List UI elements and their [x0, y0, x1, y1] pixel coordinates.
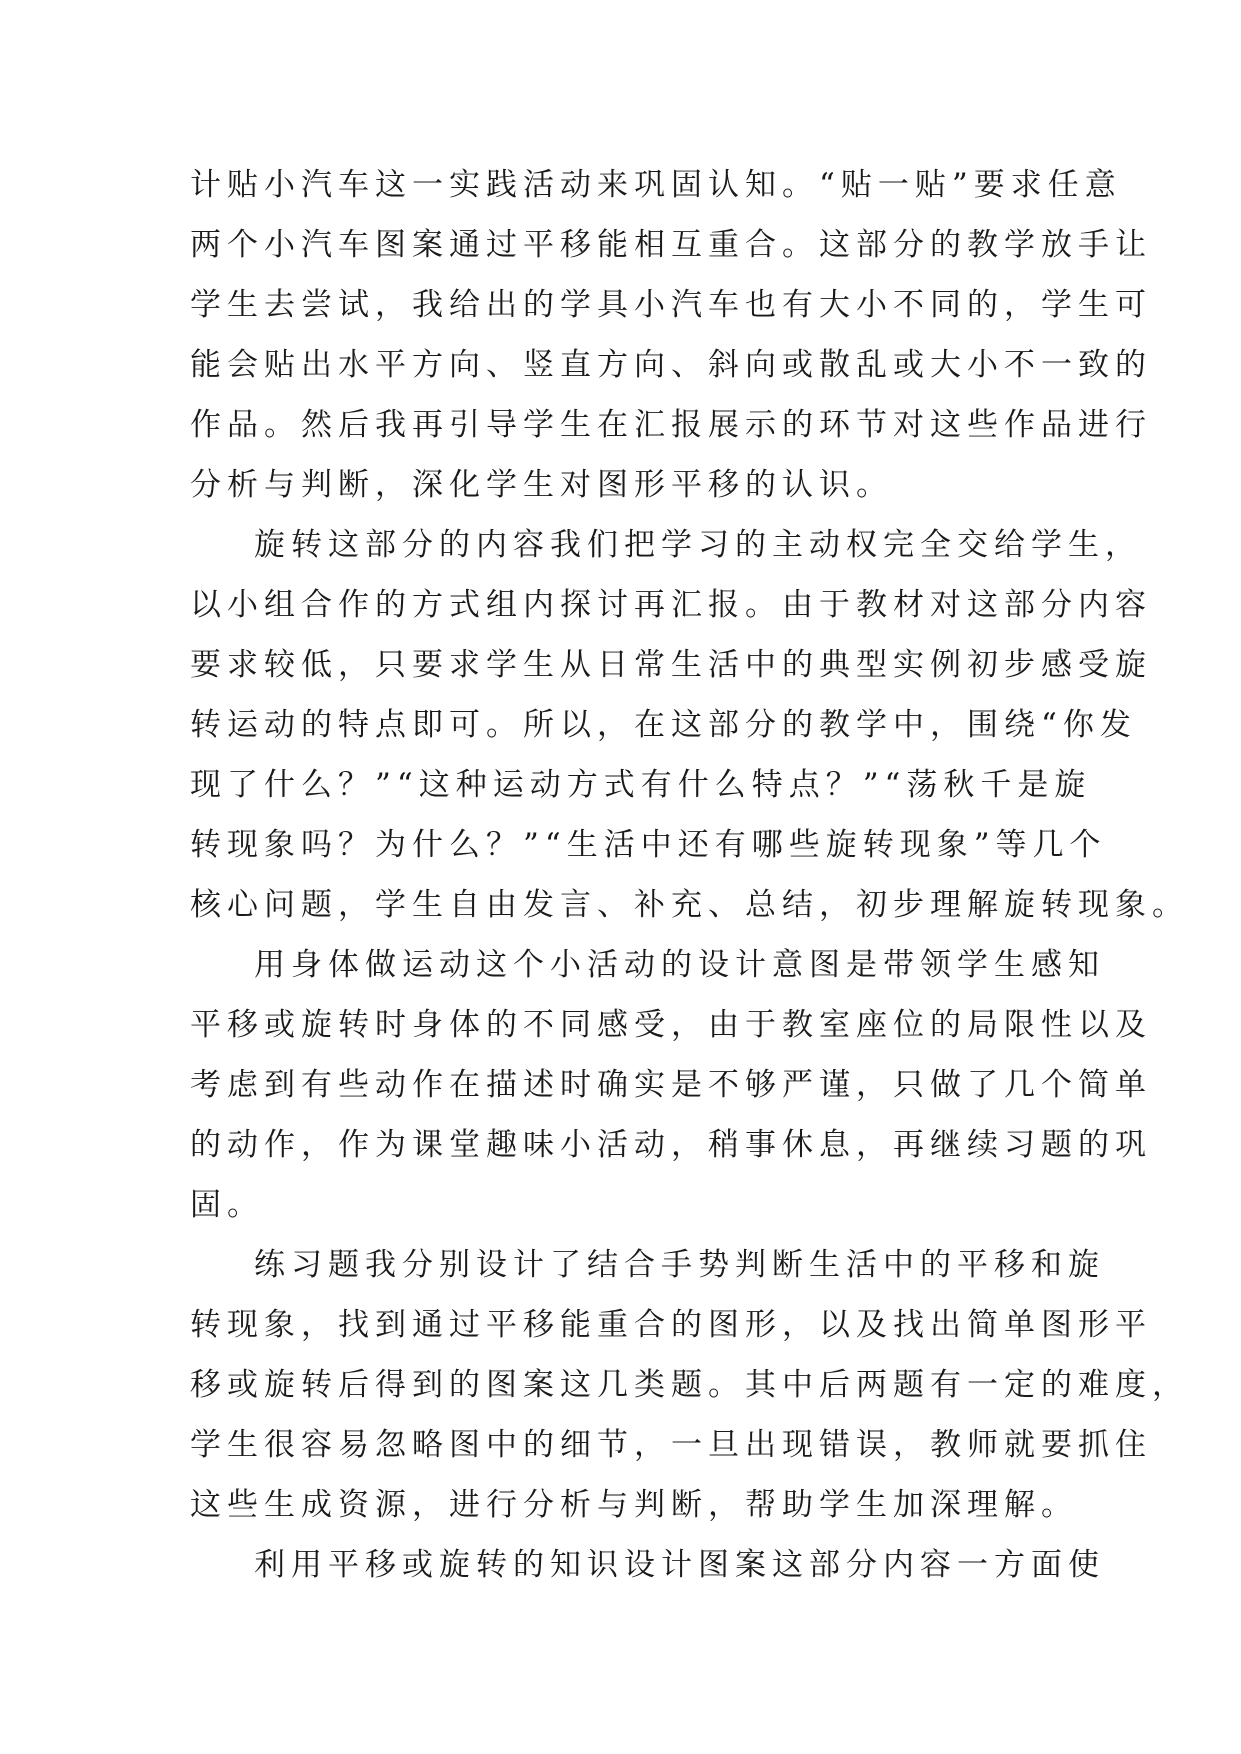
text-line: 作品。然后我再引导学生在汇报展示的环节对这些作品进行 — [190, 407, 1152, 443]
paragraph-5 — [190, 1535, 1105, 1595]
paragraph-4 — [190, 1235, 1189, 1535]
text-line: 学生很容易忽略图中的细节，一旦出现错误，教师就要抓住 — [190, 1427, 1152, 1463]
body-text — [190, 155, 1189, 1595]
text-line: 的动作，作为课堂趣味小活动，稍事休息，再继续习题的巩 — [190, 1127, 1152, 1163]
text-line: 能会贴出水平方向、竖直方向、斜向或散乱或大小不一致的 — [190, 347, 1152, 383]
text-line: 两个小汽车图案通过平移能相互重合。这部分的教学放手让 — [190, 227, 1152, 263]
text-line: 平移或旋转时身体的不同感受，由于教室座位的局限性以及 — [190, 1007, 1152, 1043]
text-line: 计贴小汽车这一实践活动来巩固认知。“贴一贴”要求任意 — [190, 167, 1122, 203]
text-line: 这些生成资源，进行分析与判断，帮助学生加深理解。 — [190, 1487, 1078, 1523]
text-line: 转运动的特点即可。所以，在这部分的教学中，围绕“你发 — [190, 707, 1137, 743]
text-line: 学生去尝试，我给出的学具小汽车也有大小不同的，学生可 — [190, 287, 1152, 323]
text-line: 转现象，找到通过平移能重合的图形，以及找出简单图形平 — [190, 1307, 1152, 1343]
text-line: 转现象吗？为什么？”“生活中还有哪些旋转现象”等几个 — [190, 827, 1107, 863]
text-line: 以小组合作的方式组内探讨再汇报。由于教材对这部分内容 — [190, 587, 1152, 623]
text-line: 分析与判断，深化学生对图形平移的认识。 — [190, 467, 893, 503]
paragraph-3 — [190, 935, 1152, 1235]
text-line: 利用平移或旋转的知识设计图案这部分内容一方面使 — [254, 1547, 1105, 1583]
paragraph-1 — [190, 155, 1152, 515]
text-line: 考虑到有些动作在描述时确实是不够严谨，只做了几个简单 — [190, 1067, 1152, 1103]
paragraph-2 — [190, 515, 1189, 935]
text-line: 用身体做运动这个小活动的设计意图是带领学生感知 — [254, 947, 1105, 983]
text-line: 要求较低，只要求学生从日常生活中的典型实例初步感受旋 — [190, 647, 1152, 683]
text-line: 核心问题，学生自由发言、补充、总结，初步理解旋转现象。 — [190, 887, 1189, 923]
text-line: 练习题我分别设计了结合手势判断生活中的平移和旋 — [254, 1247, 1105, 1283]
text-line: 现了什么？”“这种运动方式有什么特点？”“荡秋千是旋 — [190, 767, 1092, 803]
text-line: 旋转这部分的内容我们把学习的主动权完全交给学生， — [254, 527, 1142, 563]
text-line: 固。 — [190, 1187, 264, 1223]
text-line: 移或旋转后得到的图案这几类题。其中后两题有一定的难度， — [190, 1367, 1189, 1403]
